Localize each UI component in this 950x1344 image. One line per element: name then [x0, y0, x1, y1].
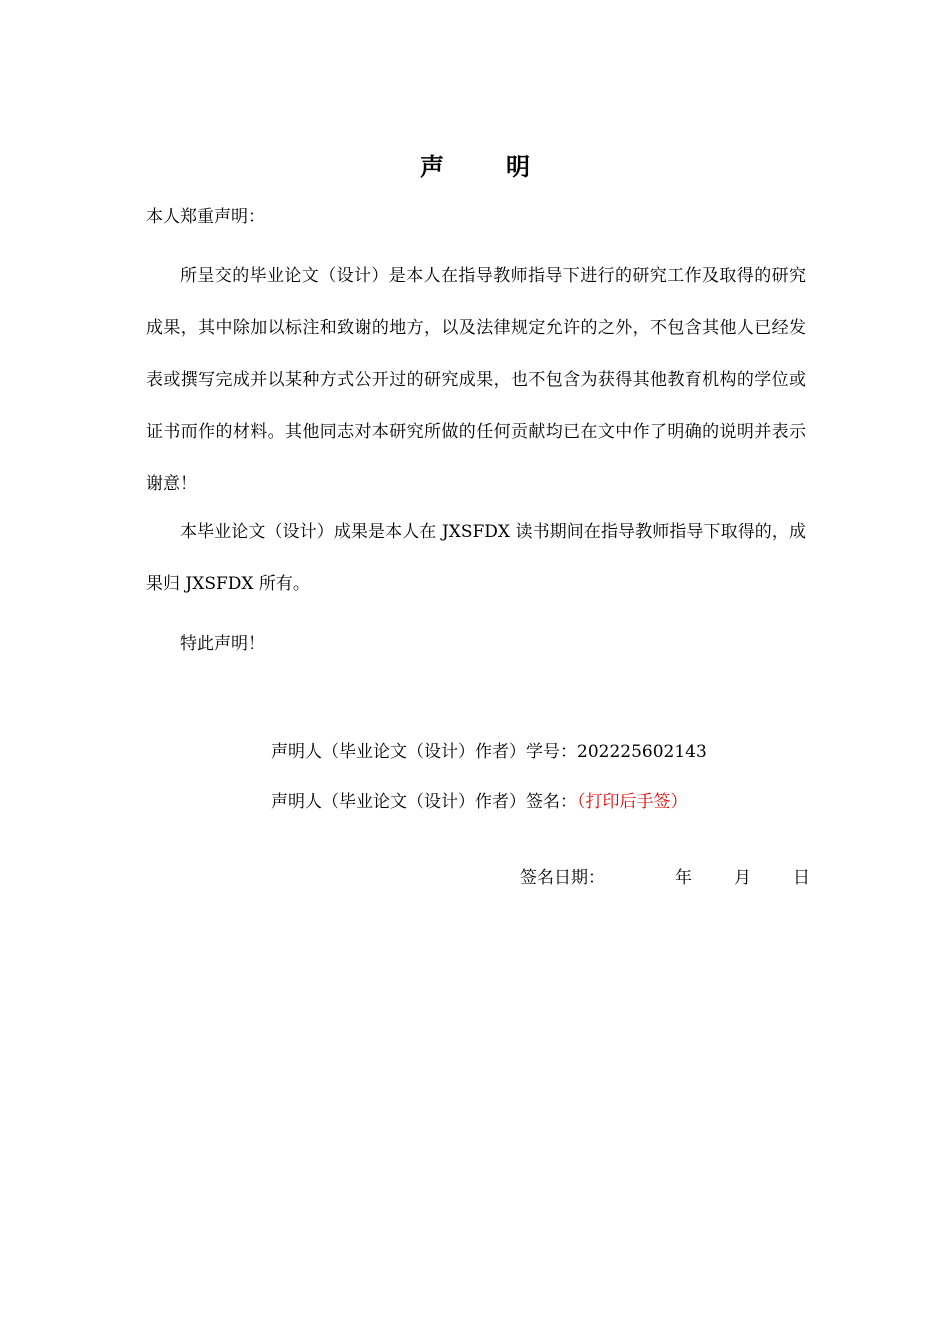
student-id-label: 声明人（毕业论文（设计）作者）学号： [271, 742, 577, 762]
title-char-2: 明 [506, 152, 530, 181]
date-label: 签名日期： [520, 868, 605, 888]
paragraph-closing: 特此声明！ [180, 634, 265, 654]
page-title [0, 150, 950, 184]
signature-note: （打印后手签） [577, 792, 688, 812]
date-day: 日 [793, 868, 810, 888]
student-id-value: 202225602143 [577, 742, 707, 762]
title-char-1: 声 [420, 152, 444, 181]
date-year: 年 [675, 868, 692, 888]
intro-text: 本人郑重声明： [146, 207, 265, 227]
date-month: 月 [734, 868, 751, 888]
paragraph-ownership: 本毕业论文（设计）成果是本人在 JXSFDX 读书期间在指导教师指导下取得的，成果归 JXSFDX 所有。 [146, 522, 806, 594]
paragraph-originality: 所呈交的毕业论文（设计）是本人在指导教师指导下进行的研究工作及取得的研究成果，其中除加以标注和致谢的地方，以及法律规定允许的之外，不包含其他人已经发表或撰写完成并以某种方式公开过的研究成果，也不包含为获得其他教育机构的学位或证书而作的材料。其他同志对本研究所做的任何贡献均已在文中作了明确的说明并表示谢意！ [146, 266, 806, 494]
signature-line [271, 788, 688, 816]
signature-label: 声明人（毕业论文（设计）作者）签名： [271, 792, 577, 812]
student-id-line [271, 738, 707, 766]
date-line [520, 864, 810, 892]
